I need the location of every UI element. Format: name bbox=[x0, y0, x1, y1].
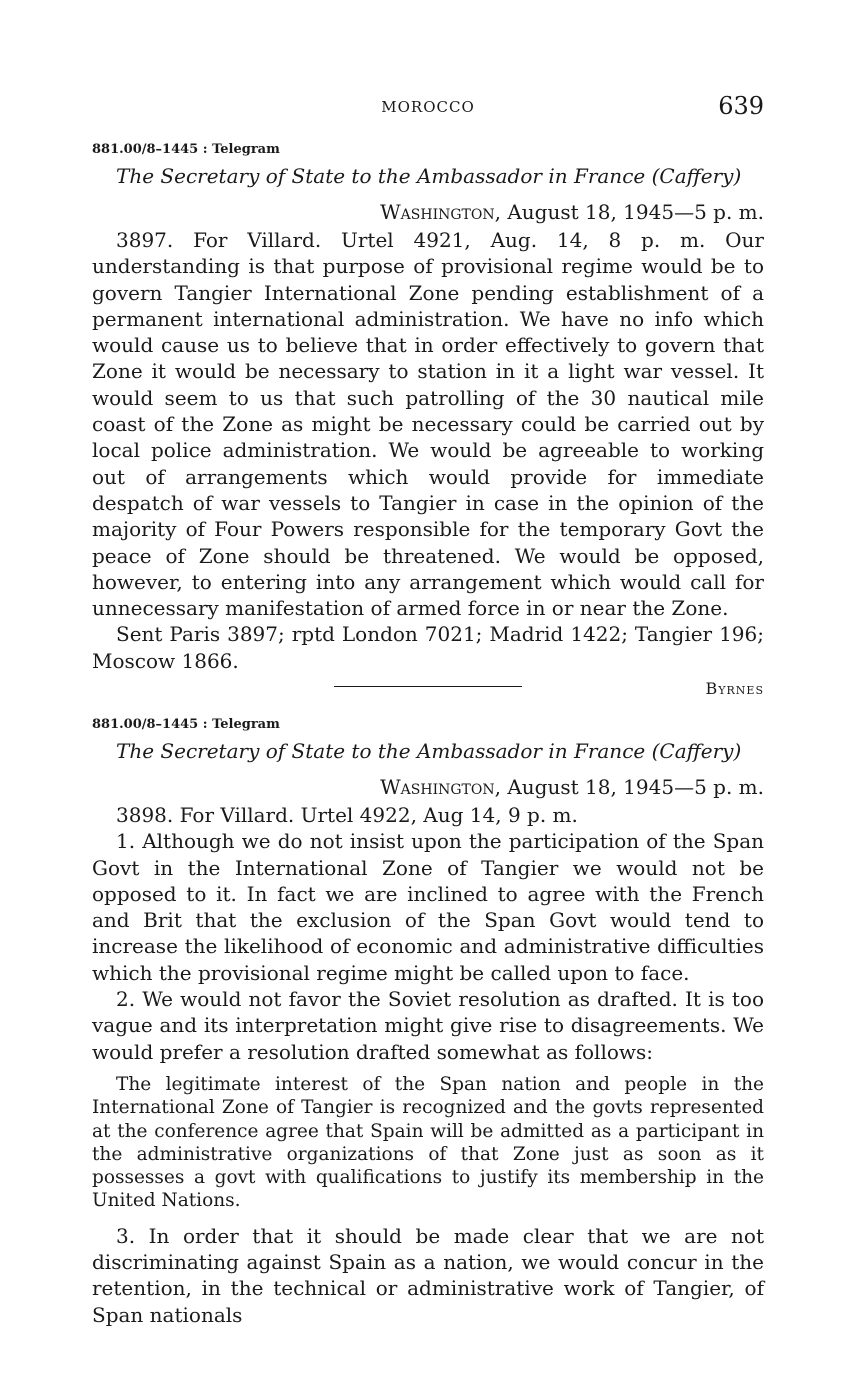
distribution-paragraph: Sent Paris 3897; rptd London 7021; Madrid 1422; Tangier 196; Moscow 1866. bbox=[92, 622, 764, 673]
body-paragraph: 1. Although we do not insist upon the participation of the Span Govt in the International Zone of Tangier we would not be opposed to it. In fact we are inclined to agree with the French and Brit that the exclusion of the Span Govt would tend to increase the likelihood of economic and administrative difficulties which the provisional regime might be called upon to face. bbox=[92, 829, 764, 985]
body-paragraph: 3897. For Villard. Urtel 4921, Aug. 14, 8 p. m. Our understanding is that purpose of provisional regime would be to govern Tangier International Zone pending establishment of a permanent international administration. We have no info which would cause us to believe that in order effectively to govern that Zone it would be necessary to station in it a light war vessel. It would seem to us that such patrolling of the 30 nautical mile coast of the Zone as might be necessary could be carried out by local police administration. We would be agreeable to working out of arrangements which would provide for immediate despatch of war vessels to Tangier in case in the opinion of the majority of Four Powers responsible for the temporary Govt the peace of Zone should be threatened. We would be opposed, however, to entering into any arrangement which would call for unnecessary manifestation of armed force in or near the Zone. bbox=[92, 228, 764, 621]
body-paragraph: 3. In order that it should be made clear that we are not discriminating against Spain as a nation, we would concur in the retention, in the technical or administrative work of Tangier, of Span nationals bbox=[92, 1223, 764, 1327]
opening-paragraph: 3898. For Villard. Urtel 4922, Aug 14, 9 p. m. bbox=[116, 803, 578, 827]
dateline bbox=[92, 199, 764, 225]
section-divider bbox=[334, 686, 522, 687]
telegram-3897 bbox=[92, 141, 764, 700]
dateline bbox=[92, 774, 764, 800]
running-header bbox=[92, 94, 764, 124]
body-paragraph: 2. We would not favor the Soviet resolution as drafted. It is too vague and its interpretation might give rise to disagreements. We would prefer a resolution drafted somewhat as follows: bbox=[92, 987, 764, 1064]
running-title: MOROCCO bbox=[381, 98, 475, 116]
document-title: The Secretary of State to the Ambassador in France (Caffery) bbox=[116, 739, 742, 763]
file-reference: 881.00/8–1445 : Telegram bbox=[92, 717, 280, 732]
dateline-date: August 18, 1945—5 p. m. bbox=[507, 200, 764, 224]
telegram-3898 bbox=[92, 716, 764, 1328]
quoted-resolution: The legitimate interest of the Span nation and people in the International Zone of Tangier is recognized and the govts represented at the conference agree that Spain will be admitted as a participant in the administrative organizations of that Zone just as soon as it possesses a govt with qualifications to justify its membership in the United Nations. bbox=[92, 1073, 764, 1212]
dateline-place: Washington, bbox=[380, 775, 501, 799]
file-reference: 881.00/8–1445 : Telegram bbox=[92, 142, 280, 157]
document-title: The Secretary of State to the Ambassador in France (Caffery) bbox=[116, 164, 742, 188]
dateline-date: August 18, 1945—5 p. m. bbox=[507, 775, 764, 799]
page-number: 639 bbox=[718, 92, 764, 120]
signature: Byrnes bbox=[705, 679, 764, 699]
dateline-place: Washington, bbox=[380, 200, 501, 224]
